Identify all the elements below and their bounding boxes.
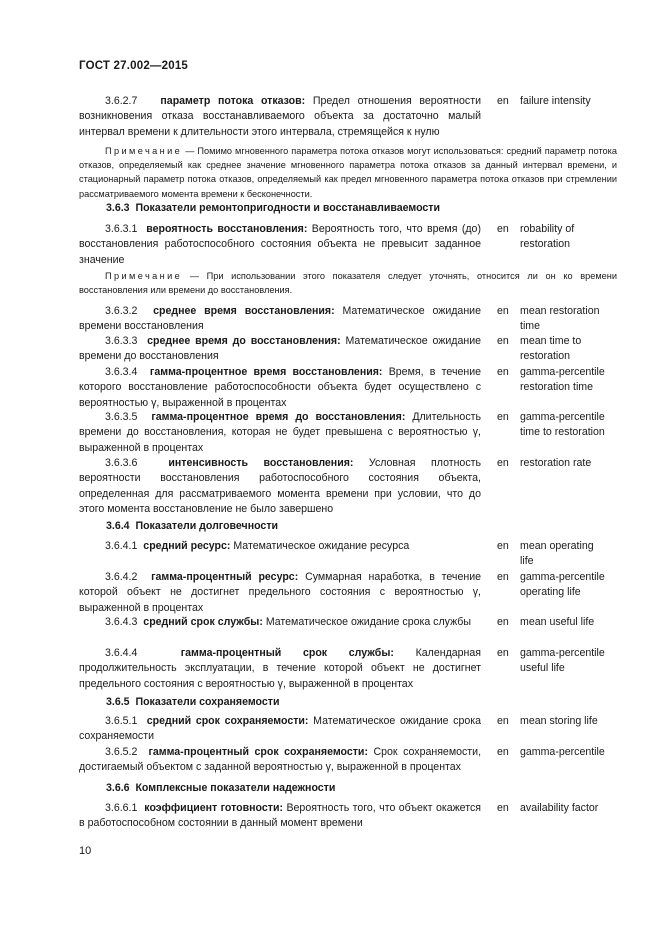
term-text: Математическое ожидание ресурса <box>233 540 410 552</box>
english-equivalent: gamma-percentile time to restoration <box>520 411 605 439</box>
section-number: 3.6.5 <box>106 696 130 708</box>
language-code: en <box>497 715 509 727</box>
term-name: гамма-процентный срок службы: <box>180 647 394 659</box>
term-definition <box>79 646 481 692</box>
term-number: 3.6.3.4 <box>105 366 138 378</box>
english-equivalent: restoration rate <box>520 457 592 469</box>
term-definition <box>79 539 481 554</box>
language-code: en <box>497 647 509 659</box>
term-definition <box>79 94 481 140</box>
term-name: средний срок службы: <box>143 616 263 628</box>
term-number: 3.6.6.1 <box>105 802 138 814</box>
term-name: средний срок сохраняемости: <box>146 715 309 727</box>
term-text: Математическое ожидание времени восстановления <box>79 305 481 333</box>
term-name: коэффициент готовности: <box>144 802 284 814</box>
note-label: Примечание <box>105 271 183 281</box>
english-equivalent: mean storing life <box>520 715 598 727</box>
term-text: Математическое ожидание срока сохраняемости <box>79 715 482 743</box>
term-definition <box>79 304 481 335</box>
term-definition <box>79 365 481 411</box>
language-code: en <box>497 571 509 583</box>
term-name: гамма-процентное время восстановления: <box>149 366 383 378</box>
english-equivalent: mean restoration time <box>520 305 600 333</box>
term-name: вероятность восстановления: <box>146 223 308 235</box>
language-code: en <box>497 802 509 814</box>
term-definition <box>79 615 481 630</box>
term-name: параметр потока отказов: <box>160 95 306 107</box>
term-text: Длительность времени до восстановления, которая не будет превышена с вероятностью γ, выраженной в процентах <box>79 411 481 454</box>
term-number: 3.6.4.1 <box>105 540 138 552</box>
language-code: en <box>497 616 509 628</box>
term-definition <box>79 222 481 268</box>
english-equivalent: mean useful life <box>520 616 595 628</box>
term-text: Календарная продолжительность эксплуатации, в течение которой объект не достигнет предельного состояния с вероятностью γ, выраженной в процентах <box>79 647 482 690</box>
language-code: en <box>497 540 509 552</box>
term-number: 3.6.4.3 <box>105 616 138 628</box>
term-text: Предел отношения вероятности возникновения отказа восстанавливаемого объекта за достаточно малый интервал времени к длительности этого интервала, стремящейся к нулю <box>79 95 481 138</box>
term-text: Вероятность того, что объект окажется в работоспособном состоянии в данный момент времени <box>79 802 481 830</box>
term-number: 3.6.2.7 <box>105 95 138 107</box>
term-text: Время, в течение которого восстановление работоспособности объекта будет осуществлено с вероятностью γ, выраженной в процентах <box>79 366 482 409</box>
term-text: Вероятность того, что время (до) восстановления работоспособного состояния объекта не превысит заданное значение <box>79 223 481 266</box>
term-name: гамма-процентный срок сохраняемости: <box>148 746 368 758</box>
section-title: Показатели сохраняемости <box>135 696 280 708</box>
document-header: ГОСТ 27.002—2015 <box>79 60 189 72</box>
english-equivalent: failure intensity <box>520 95 591 107</box>
language-code: en <box>497 746 509 758</box>
english-equivalent: gamma-percentile restoration time <box>520 366 605 394</box>
term-text: Условная плотность вероятности восстановления работоспособного состояния объекта, определенная для рассматриваемого момента времени при условии, что до этого момента восстановление не было завершено <box>79 457 481 515</box>
term-definition <box>79 570 481 616</box>
term-name: среднее время восстановления: <box>153 305 335 317</box>
english-equivalent: gamma-percentile useful life <box>520 647 605 675</box>
term-definition <box>79 456 481 517</box>
english-equivalent: gamma-percentile <box>520 746 605 758</box>
term-definition <box>79 714 481 745</box>
language-code: en <box>497 223 509 235</box>
term-name: интенсивность восстановления: <box>168 457 354 469</box>
term-definition <box>79 745 481 776</box>
section-number: 3.6.6 <box>106 782 130 794</box>
language-code: en <box>497 366 509 378</box>
language-code: en <box>497 95 509 107</box>
term-number: 3.6.3.6 <box>105 457 138 469</box>
term-number: 3.6.3.1 <box>105 223 138 235</box>
language-code: en <box>497 411 509 423</box>
term-definition <box>79 410 481 456</box>
term-text: Математическое ожидание срока службы <box>265 616 471 628</box>
language-code: en <box>497 305 509 317</box>
term-number: 3.6.3.2 <box>105 305 138 317</box>
term-definition <box>79 334 481 365</box>
english-equivalent: mean time to restoration <box>520 335 582 363</box>
english-equivalent: robability of restoration <box>520 223 575 251</box>
section-number: 3.6.4 <box>106 520 130 532</box>
term-number: 3.6.4.2 <box>105 571 138 583</box>
language-code: en <box>497 335 509 347</box>
term-name: гамма-процентный ресурс: <box>151 571 299 583</box>
term-number: 3.6.3.3 <box>105 335 138 347</box>
note-text <box>79 269 617 297</box>
term-number: 3.6.4.4 <box>105 647 138 659</box>
note-body: — Помимо мгновенного параметра потока отказов могут использоваться: средний параметр потока отказов, определяемый как среднее значение мгновенного параметра потока отказов за данный интервал времени, и стационарный параметр потока отказов, определяемый как предел мгновенного параметра потока отказов при стремлении рассматриваемого момента времени к бесконечности. <box>79 146 617 199</box>
section-title: Комплексные показатели надежности <box>135 782 336 794</box>
section-title: Показатели долговечности <box>135 520 279 532</box>
term-number: 3.6.3.5 <box>105 411 138 423</box>
note-body: — При использовании этого показателя следует уточнять, относится ли он ко времени восстановления или времени до восстановления. <box>79 271 617 296</box>
note-text <box>79 144 617 201</box>
term-number: 3.6.5.1 <box>105 715 138 727</box>
term-name: средний ресурс: <box>143 540 231 552</box>
note-label: Примечание <box>105 146 183 156</box>
term-text: Математическое ожидание времени до восстановления <box>79 335 481 363</box>
english-equivalent: gamma-percentile operating life <box>520 571 605 599</box>
section-title: Показатели ремонтопригодности и восстанавливаемости <box>135 202 440 214</box>
term-name: среднее время до восстановления: <box>147 335 341 347</box>
english-equivalent: availability factor <box>520 802 599 814</box>
english-equivalent: mean operating life <box>520 540 594 568</box>
language-code: en <box>497 457 509 469</box>
term-number: 3.6.5.2 <box>105 746 138 758</box>
page-number: 10 <box>79 845 92 857</box>
term-name: гамма-процентное время до восстановления: <box>151 411 406 423</box>
term-definition <box>79 801 481 832</box>
term-text: Срок сохраняемости, достигаемый объектом с заданной вероятностью γ, выраженной в процентах <box>79 746 482 774</box>
section-number: 3.6.3 <box>106 202 130 214</box>
term-text: Суммарная наработка, в течение которой объект не достигнет предельного состояния с вероятностью γ, выраженной в процентах <box>79 571 481 614</box>
